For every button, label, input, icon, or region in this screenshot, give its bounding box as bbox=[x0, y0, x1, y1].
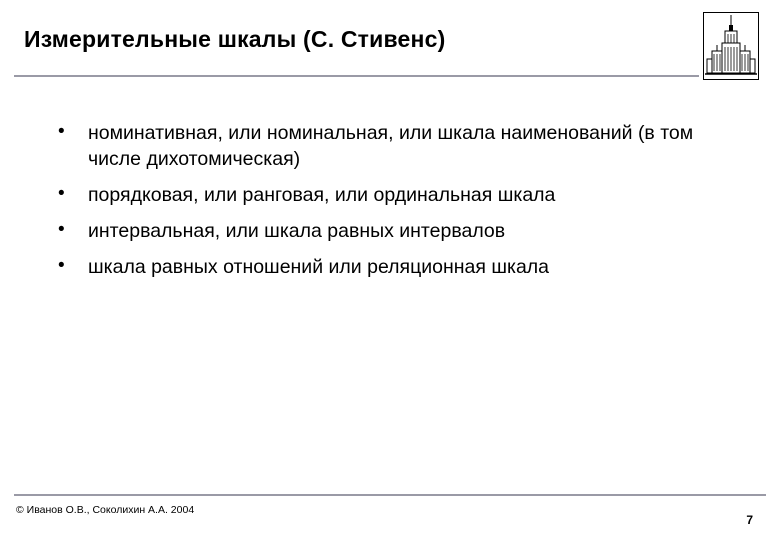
list-item bbox=[58, 254, 738, 280]
bullet-text: интервальная, или шкала равных интервалов bbox=[88, 220, 506, 242]
list-item bbox=[58, 120, 738, 172]
bullet-list bbox=[58, 120, 738, 290]
bullet-marker: • bbox=[58, 255, 65, 276]
title-divider bbox=[14, 75, 699, 77]
university-building-icon bbox=[703, 12, 759, 80]
bullet-text: номинативная, или номинальная, или шкала наименований (в том числе дихотомическая) bbox=[88, 122, 694, 170]
list-item bbox=[58, 218, 738, 244]
footer-divider bbox=[14, 494, 766, 496]
copyright-footer: © Иванов О.В., Соколихин А.А. 2004 bbox=[16, 504, 195, 516]
bullet-marker: • bbox=[58, 183, 65, 204]
bullet-text: шкала равных отношений или реляционная шкала bbox=[88, 256, 550, 278]
bullet-marker: • bbox=[58, 121, 65, 142]
page-number: 7 bbox=[746, 513, 753, 527]
slide-title: Измерительные шкалы (С. Стивенс) bbox=[24, 26, 446, 52]
list-item bbox=[58, 182, 738, 208]
bullet-marker: • bbox=[58, 219, 65, 240]
bullet-text: порядковая, или ранговая, или ординальная шкала bbox=[88, 184, 556, 206]
